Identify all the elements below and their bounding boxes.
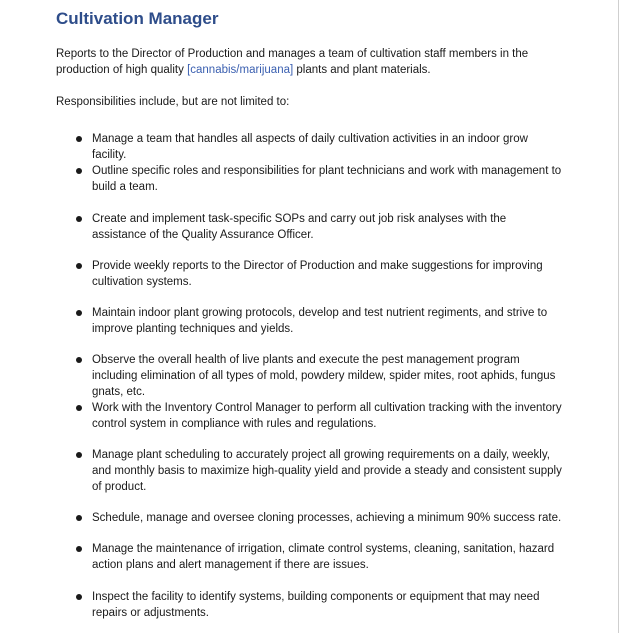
bullet-icon	[76, 594, 82, 600]
list-item-text: Manage the maintenance of irrigation, climate control systems, cleaning, sanitation, hazard action plans and alert management if there are issues.	[92, 543, 555, 571]
intro-text-end: plants and plant materials.	[293, 64, 431, 76]
list-item-text: Observe the overall health of live plants and execute the pest management program including elimination of all types of mold, powdery mildew, spider mites, root aphids, fungus gnats, etc.	[92, 354, 556, 398]
list-item-text: Maintain indoor plant growing protocols, develop and test nutrient regiments, and strive to improve planting techniques and yields.	[92, 307, 548, 335]
list-item-text: Schedule, manage and oversee cloning processes, achieving a minimum 90% success rate.	[92, 512, 562, 524]
bullet-icon	[76, 136, 82, 142]
bullet-icon	[76, 216, 82, 222]
intro-highlight-term: [cannabis/marijuana]	[187, 64, 294, 76]
responsibilities-lead: Responsibilities include, but are not limited to:	[56, 96, 290, 108]
list-item-text: Manage a team that handles all aspects of daily cultivation activities in an indoor grow facility.	[92, 133, 528, 161]
bullet-icon	[76, 357, 82, 363]
document-title: Cultivation Manager	[56, 9, 219, 28]
bullet-icon	[76, 452, 82, 458]
bullet-icon	[76, 515, 82, 521]
bullet-icon	[76, 405, 82, 411]
list-item-text: Create and implement task-specific SOPs and carry out job risk analyses with the assistance of the Quality Assurance Officer.	[92, 213, 507, 241]
list-item-text: Work with the Inventory Control Manager to perform all cultivation tracking with the inventory control system in compliance with rules and regulations.	[92, 402, 562, 430]
intro-text-start: Reports to the Director of Production and manages a team of cultivation staff members in the production of high quality	[56, 48, 529, 76]
bullet-icon	[76, 546, 82, 552]
intro-paragraph	[56, 46, 556, 78]
list-item-text: Inspect the facility to identify systems, building components or equipment that may need repairs or adjustments.	[92, 591, 540, 619]
list-item-text: Manage plant scheduling to accurately project all growing requirements on a daily, weekly, and monthly basis to maximize high-quality yield and provide a steady and consistent supply of product.	[92, 449, 562, 493]
bullet-icon	[76, 263, 82, 269]
list-item-text: Outline specific roles and responsibilities for plant technicians and work with management to build a team.	[92, 165, 562, 193]
list-item-text: Provide weekly reports to the Director of Production and make suggestions for improving cultivation systems.	[92, 260, 543, 288]
bullet-icon	[76, 168, 82, 174]
bullet-icon	[76, 310, 82, 316]
